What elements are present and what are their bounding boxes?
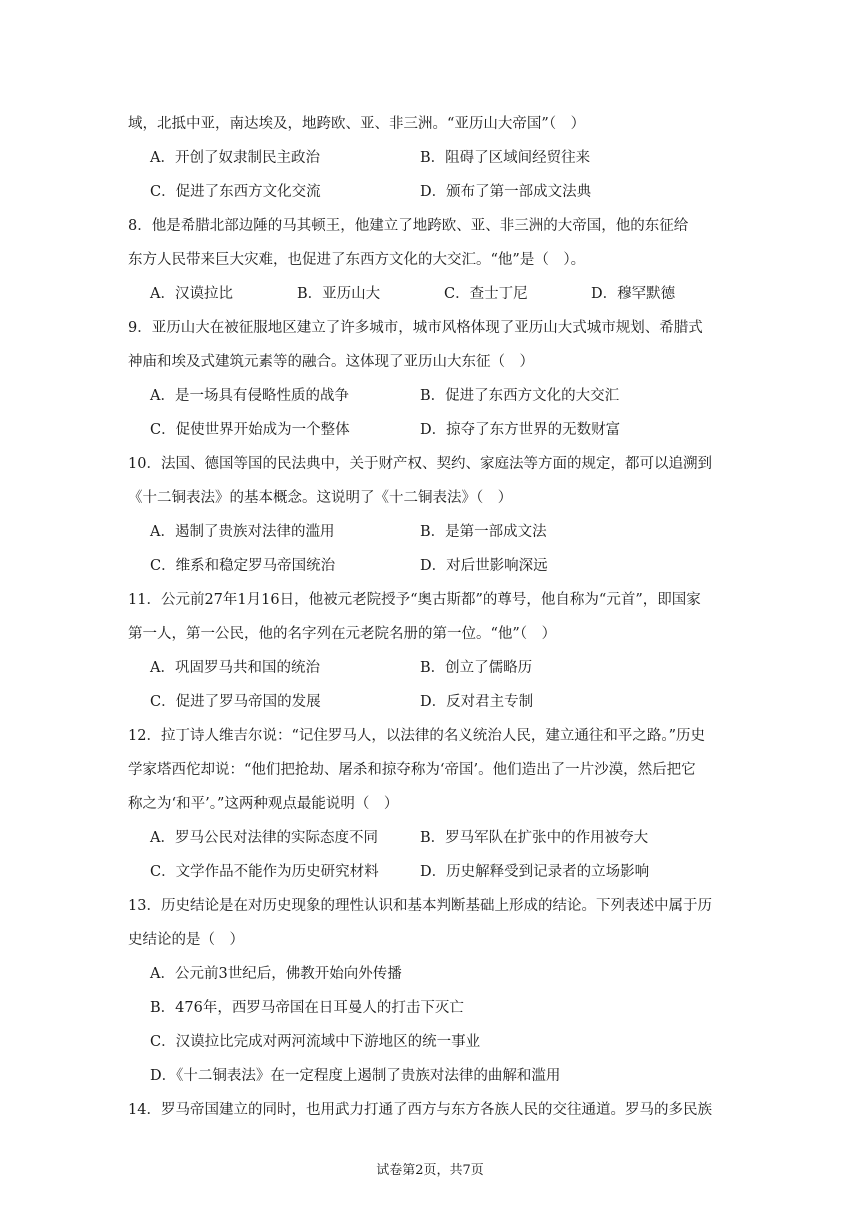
question-11 <box>128 583 738 719</box>
question-text-line: 域，北抵中亚，南达埃及，地跨欧、亚、非三洲。“亚历山大帝国”（ ） <box>128 116 586 132</box>
question-text-line: 8．他是希腊北部边陲的马其顿王，他建立了地跨欧、亚、非三洲的大帝国，他的东征给 <box>128 218 689 234</box>
option-row <box>128 1025 738 1059</box>
option-d[interactable]: D．反对君主专制 <box>420 694 534 710</box>
option-b[interactable]: B．创立了儒略历 <box>420 660 533 676</box>
question-14 <box>128 1093 738 1127</box>
exam-content <box>128 107 738 1127</box>
option-a[interactable]: A．是一场具有侵略性质的战争 <box>150 388 349 404</box>
option-c[interactable]: C．维系和稳定罗马帝国统治 <box>150 558 336 574</box>
option-a[interactable]: A．开创了奴隶制民主政治 <box>150 150 320 166</box>
option-row <box>128 175 738 209</box>
option-d[interactable]: D．对后世影响深远 <box>420 558 548 574</box>
question-text-line: 神庙和埃及式建筑元素等的融合。这体现了亚历山大东征（ ） <box>128 354 534 370</box>
question-text-line: 称之为‘和平’。”这两种观点最能说明（ ） <box>128 796 399 812</box>
question-text-line: 9．亚历山大在被征服地区建立了许多城市，城市风格体现了亚历山大式城市规划、希腊式 <box>128 320 703 336</box>
option-c[interactable]: C．促进了东西方文化交流 <box>150 184 321 200</box>
option-d[interactable]: D．历史解释受到记录者的立场影响 <box>420 864 650 880</box>
option-d[interactable]: D．掠夺了东方世界的无数财富 <box>420 422 621 438</box>
option-row <box>128 515 738 549</box>
option-row <box>128 379 738 413</box>
option-row <box>128 549 738 583</box>
option-a[interactable]: A．罗马公民对法律的实际态度不同 <box>150 830 378 846</box>
question-text-line: 14．罗马帝国建立的同时，也用武力打通了西方与东方各族人民的交往通道。罗马的多民族 <box>128 1102 712 1118</box>
option-row <box>128 413 738 447</box>
option-row <box>128 651 738 685</box>
option-b[interactable]: B．476年，西罗马帝国在日耳曼人的打击下灭亡 <box>150 1000 464 1016</box>
question-8 <box>128 209 738 311</box>
option-a[interactable]: A．巩固罗马共和国的统治 <box>150 660 320 676</box>
option-b[interactable]: B．阻碍了区域间经贸往来 <box>420 150 591 166</box>
question-text-line: 13．历史结论是在对历史现象的理性认识和基本判断基础上形成的结论。下列表述中属于历 <box>128 898 712 914</box>
question-13 <box>128 889 738 1093</box>
option-row <box>128 991 738 1025</box>
option-c[interactable]: C．促使世界开始成为一个整体 <box>150 422 350 438</box>
option-d[interactable]: D．颁布了第一部成文法典 <box>420 184 592 200</box>
option-row <box>128 855 738 889</box>
option-row <box>128 957 738 991</box>
question-text-line: 第一人，第一公民，他的名字列在元老院名册的第一位。“他”（ ） <box>128 626 557 642</box>
option-a[interactable]: A．汉谟拉比 <box>150 286 233 302</box>
question-text-line: 《十二铜表法》的基本概念。这说明了《十二铜表法》（ ） <box>128 490 513 506</box>
page-footer: 试卷第2页，共7页 <box>376 1163 484 1178</box>
option-row <box>128 141 738 175</box>
question-10 <box>128 447 738 583</box>
option-row <box>128 685 738 719</box>
option-b[interactable]: B．亚历山大 <box>297 286 381 302</box>
option-d[interactable]: D．穆罕默德 <box>591 286 676 302</box>
option-a[interactable]: A．遏制了贵族对法律的滥用 <box>150 524 335 540</box>
option-a[interactable]: A．公元前3世纪后，佛教开始向外传播 <box>150 966 402 982</box>
option-b[interactable]: B．促进了东西方文化的大交汇 <box>420 388 620 404</box>
question-text-line: 史结论的是（ ） <box>128 932 244 948</box>
option-c[interactable]: C．查士丁尼 <box>444 286 528 302</box>
question-text-line: 10．法国、德国等国的民法典中，关于财产权、契约、家庭法等方面的规定，都可以追溯到 <box>128 456 712 472</box>
option-row <box>128 277 738 311</box>
option-row <box>128 1059 738 1093</box>
option-d[interactable]: D．《十二铜表法》在一定程度上遏制了贵族对法律的曲解和滥用 <box>150 1068 561 1084</box>
question-text-line: 学家塔西佗却说：“他们把抢劫、屠杀和掠夺称为‘帝国’。他们造出了一片沙漠，然后把它 <box>128 762 696 778</box>
option-b[interactable]: B．是第一部成文法 <box>420 524 547 540</box>
question-text-line: 11．公元前27年1月16日，他被元老院授予“奥古斯都”的尊号，他自称为“元首”，即国家 <box>128 592 701 608</box>
option-row <box>128 821 738 855</box>
question-text-line: 12．拉丁诗人维吉尔说：“记住罗马人，以法律的名义统治人民，建立通往和平之路。”历史 <box>128 728 706 744</box>
option-c[interactable]: C．汉谟拉比完成对两河流域中下游地区的统一事业 <box>150 1034 481 1050</box>
option-c[interactable]: C．促进了罗马帝国的发展 <box>150 694 321 710</box>
question-12 <box>128 719 738 889</box>
question-9 <box>128 311 738 447</box>
option-c[interactable]: C．文学作品不能作为历史研究材料 <box>150 864 379 880</box>
option-b[interactable]: B．罗马军队在扩张中的作用被夸大 <box>420 830 649 846</box>
question-text-line: 东方人民带来巨大灾难，也促进了东西方文化的大交汇。“他”是（ ）。 <box>128 252 586 268</box>
